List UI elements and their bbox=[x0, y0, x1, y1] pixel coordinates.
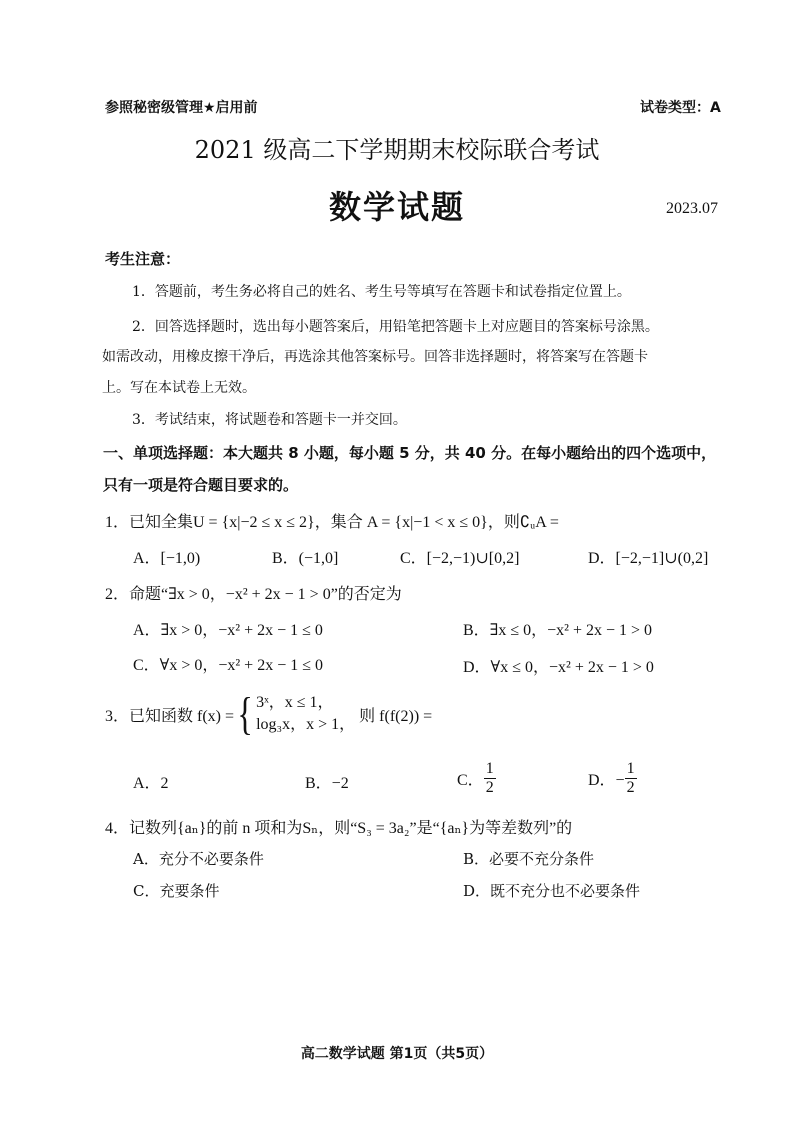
q2-option-c: C．∀x > 0，−x² + 2x − 1 ≤ 0 bbox=[133, 657, 324, 674]
q3-option-c-fraction bbox=[484, 760, 496, 797]
exam-title: 2021 级高二下学期期末校际联合考试 bbox=[194, 136, 600, 164]
q1-option-b: B．(−1,0] bbox=[272, 550, 339, 567]
q4-option-a: A．充分不必要条件 bbox=[133, 850, 264, 868]
q3-case-2: log₃x，x > 1， bbox=[256, 716, 356, 733]
q3-case-1: 3ˣ，x ≤ 1， bbox=[256, 694, 334, 711]
q3-option-d bbox=[588, 760, 637, 797]
q2-option-b: B．∃x ≤ 0，−x² + 2x − 1 > 0 bbox=[463, 622, 653, 639]
notice-item-2-line-3: 上。写在本试卷上无效。 bbox=[102, 380, 256, 396]
q4-option-b: B．必要不充分条件 bbox=[463, 850, 595, 868]
q1-option-d: D．[−2,−1]∪(0,2] bbox=[588, 550, 709, 567]
section-1-heading-line-2: 只有一项是符合题目要求的。 bbox=[103, 476, 299, 494]
notice-heading: 考生注意： bbox=[105, 250, 181, 268]
q1-option-c: C．[−2,−1)∪[0,2] bbox=[400, 550, 520, 567]
q3-option-c-denominator: 2 bbox=[485, 779, 494, 796]
piecewise-brace-icon: { bbox=[237, 688, 253, 739]
q3-piecewise-cases bbox=[256, 692, 355, 736]
q1-option-a: A．[−1,0) bbox=[133, 550, 201, 567]
subject-title: 数学试题 bbox=[328, 188, 465, 226]
q3-stem bbox=[105, 688, 432, 740]
q3-stem-prefix: 3．已知函数 f(x) = bbox=[105, 707, 235, 725]
q3-option-c-numerator: 1 bbox=[485, 760, 494, 777]
q3-option-d-numerator: 1 bbox=[626, 760, 635, 777]
q3-option-d-label: D．− bbox=[588, 772, 625, 789]
q2-option-a: A．∃x > 0，−x² + 2x − 1 ≤ 0 bbox=[133, 622, 323, 639]
q2-option-d: D．∀x ≤ 0，−x² + 2x − 1 > 0 bbox=[463, 659, 654, 676]
q4-option-c: C．充要条件 bbox=[133, 882, 220, 900]
section-1-heading-line-1: 一、单项选择题：本大题共 8 小题，每小题 5 分，共 40 分。在每小题给出的四个选项中， bbox=[103, 444, 717, 462]
q4-option-d: D．既不充分也不必要条件 bbox=[463, 882, 641, 900]
q2-stem: 2．命题“∃x > 0，−x² + 2x − 1 > 0”的否定为 bbox=[105, 586, 402, 603]
q3-option-d-denominator: 2 bbox=[626, 779, 635, 796]
page-footer: 高二数学试题 第1页（共5页） bbox=[300, 1046, 494, 1062]
q3-option-c-label: C． bbox=[457, 772, 484, 789]
notice-item-3: 3．考试结束，将试题卷和答题卡一并交回。 bbox=[132, 412, 407, 428]
q1-stem: 1．已知全集U = {x|−2 ≤ x ≤ 2}，集合 A = {x|−1 < x ≤ 0}，则∁ᵤA = bbox=[105, 514, 559, 531]
q3-option-d-fraction bbox=[625, 760, 637, 797]
q3-stem-suffix: 则 f(f(2)) = bbox=[359, 707, 433, 725]
notice-item-1: 1．答题前，考生务必将自己的姓名、考生号等填写在答题卡和试卷指定位置上。 bbox=[132, 284, 631, 300]
secrecy-label: 参照秘密级管理★启用前 bbox=[105, 100, 258, 116]
notice-item-2-line-1: 2．回答选择题时，选出每小题答案后，用铅笔把答题卡上对应题目的答案标号涂黑。 bbox=[132, 319, 659, 335]
q3-option-a: A．2 bbox=[133, 775, 169, 792]
q4-stem: 4．记数列{aₙ}的前 n 项和为Sₙ，则“S₃ = 3a₂”是“{aₙ}为等差数列”的 bbox=[105, 820, 573, 837]
q3-option-c bbox=[457, 760, 496, 797]
exam-date: 2023.07 bbox=[666, 200, 718, 217]
paper-type-label: 试卷类型：A bbox=[640, 100, 721, 116]
notice-item-2-line-2: 如需改动，用橡皮擦干净后，再选涂其他答案标号。回答非选择题时，将答案写在答题卡 bbox=[102, 349, 648, 365]
q3-option-b: B．−2 bbox=[305, 775, 349, 792]
